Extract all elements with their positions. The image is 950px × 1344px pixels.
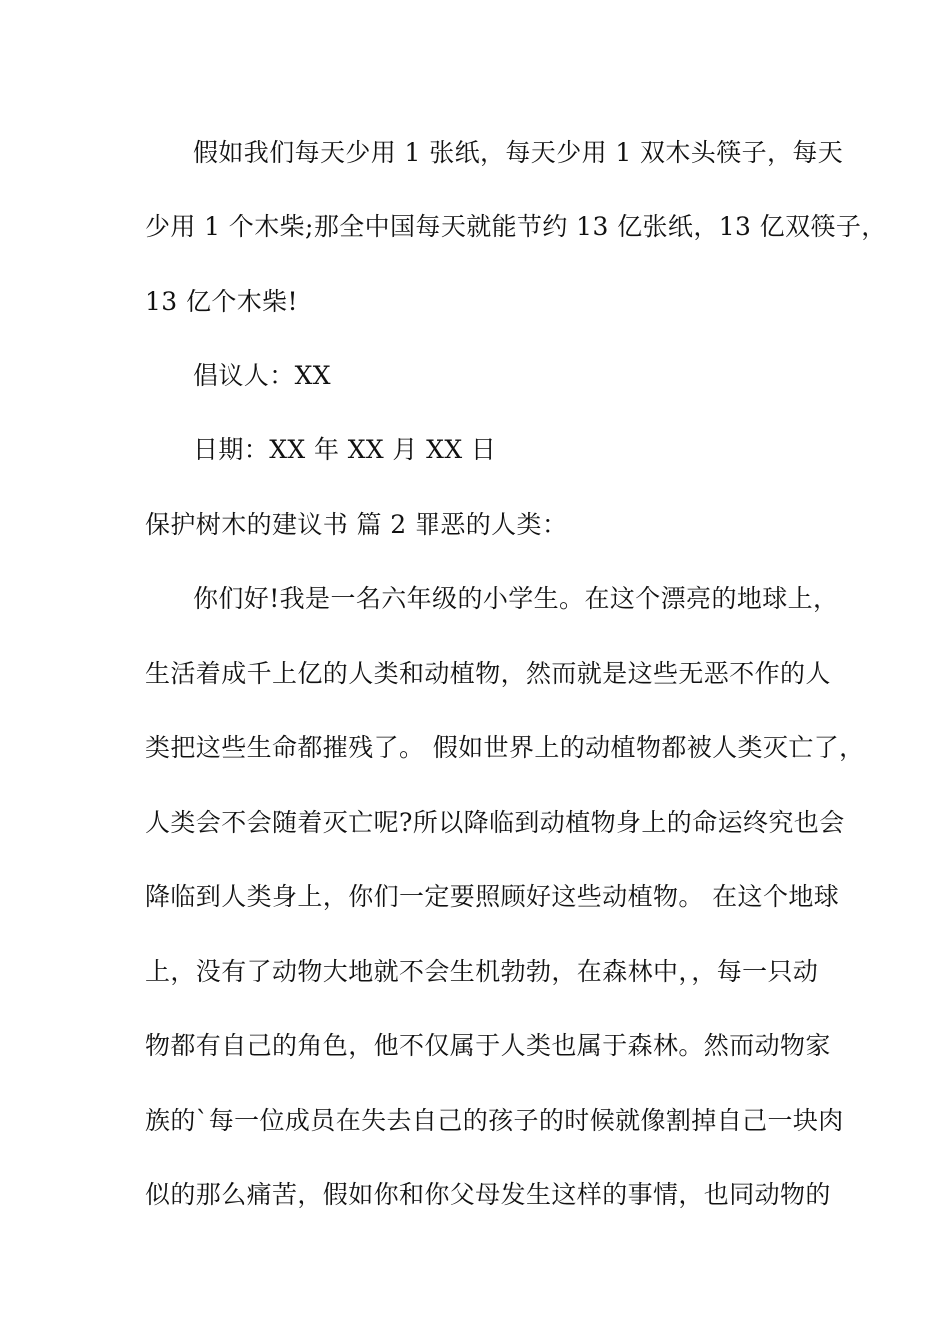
paragraph-5-line-8: 族的`每一位成员在失去自己的孩子的时候就像割掉自己一块肉 [145,1106,844,1135]
paragraph-5-line-5: 降临到人类身上，你们一定要照顾好这些动植物。 在这个地球 [145,882,840,911]
paragraph-5-line-9: 似的那么痛苦，假如你和你父母发生这样的事情，也同动物的 [145,1180,831,1209]
paragraph-1-line-1: 假如我们每天少用 1 张纸，每天少用 1 双木头筷子，每天 [193,138,844,167]
paragraph-5-line-2: 生活着成千上亿的人类和动植物，然而就是这些无恶不作的人 [145,659,831,688]
date-line: 日期：XX 年 XX 月 XX 日 [193,435,497,464]
paragraph-5-line-3: 类把这些生命都摧残了。 假如世界上的动植物都被人类灭亡了， [145,733,865,762]
paragraph-5-line-1: 你们好!我是一名六年级的小学生。在这个漂亮的地球上， [193,584,839,613]
proposer-line: 倡议人：XX [193,361,331,390]
paragraph-5-line-7: 物都有自己的角色，他不仅属于人类也属于森林。然而动物家 [145,1031,831,1060]
section-heading: 保护树木的建议书 篇 2 罪恶的人类： [145,510,568,539]
paragraph-5-line-4: 人类会不会随着灭亡呢?所以降临到动植物身上的命运终究也会 [145,808,845,837]
paragraph-1-line-3: 13 亿个木柴! [145,287,299,316]
paragraph-5-line-6: 上，没有了动物大地就不会生机勃勃，在森林中，，每一只动 [145,957,819,986]
paragraph-1-line-2: 少用 1 个木柴;那全中国每天就能节约 13 亿张纸，13 亿双筷子， [145,212,887,241]
